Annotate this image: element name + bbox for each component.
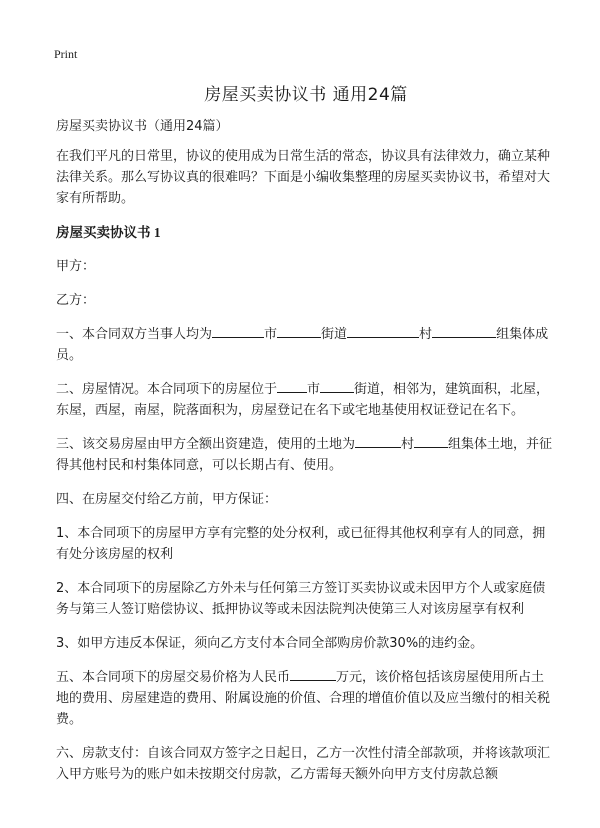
subtitle: 房屋买卖协议书（通用24篇） xyxy=(56,119,229,134)
clause-5-text: 万元，该价格包括该房屋使用所占土地的费用、房屋建造的费用、附属设施的价值、合理的增值价值以及应当缴付的相关税费。 xyxy=(56,670,551,727)
blank-field xyxy=(290,667,336,681)
clause-5-text: 五、本合同项下的房屋交易价格为人民币 xyxy=(56,670,291,685)
guarantee-item-2: 2、本合同项下的房屋除乙方外未与任何第三方签订买卖协议或未因甲方个人或家庭债务与第三人签订赔偿协议、抵押协议等或未因法院判决使第三人对该房屋享有权利 xyxy=(56,581,546,617)
blank-field xyxy=(347,324,419,338)
blank-field xyxy=(355,434,401,448)
blank-field xyxy=(277,379,307,393)
clause-2-text: 市 xyxy=(307,382,321,397)
clause-3-text: 组集体土地，并征得其他村民和村集体同意，可以长期占有、使用。 xyxy=(56,437,553,473)
clause-2 xyxy=(56,379,556,421)
page-title: 房屋买卖协议书 通用24篇 xyxy=(204,85,408,105)
clause-2-text: 二、房屋情况。本合同项下的房屋位于 xyxy=(56,382,278,397)
document-body xyxy=(56,80,556,785)
blank-field xyxy=(320,379,354,393)
clause-1-text: 市 xyxy=(264,327,278,342)
clause-3 xyxy=(56,434,556,476)
blank-field xyxy=(432,324,496,338)
section-heading: 房屋买卖协议书 1 xyxy=(56,225,161,240)
clause-1-text: 组集体成员。 xyxy=(56,327,549,363)
print-link[interactable]: Print xyxy=(54,47,78,61)
blank-field xyxy=(277,324,321,338)
clause-4: 四、在房屋交付给乙方前，甲方保证： xyxy=(56,492,278,507)
guarantee-item-1: 1、本合同项下的房屋甲方享有完整的处分权利，或已征得其他权利享有人的同意，拥有处分该房屋的权利 xyxy=(56,526,546,562)
clause-3-text: 村 xyxy=(401,437,415,452)
intro-paragraph: 在我们平凡的日常里，协议的使用成为日常生活的常态，协议具有法律效力，确立某种法律关系。那么写协议真的很难吗？下面是小编收集整理的房屋买卖协议书，希望对大家有所帮助。 xyxy=(56,149,551,206)
party-b-line: 乙方： xyxy=(56,293,96,308)
blank-field xyxy=(414,434,448,448)
clause-1-text: 街道 xyxy=(321,327,348,342)
guarantee-item-3: 3、如甲方违反本保证，须向乙方支付本合同全部购房价款30%的违约金。 xyxy=(56,636,484,651)
clause-1 xyxy=(56,324,556,366)
clause-5 xyxy=(56,667,556,730)
clause-1-text: 村 xyxy=(419,327,433,342)
clause-3-text: 三、该交易房屋由甲方全额出资建造，使用的土地为 xyxy=(56,437,356,452)
clause-1-text: 一、本合同双方当事人均为 xyxy=(56,327,213,342)
blank-field xyxy=(212,324,264,338)
party-a-line: 甲方： xyxy=(56,259,96,274)
clause-2-text: 街道，相邻为，建筑面积，北屋，东屋，西屋，南屋，院落面积为，房屋登记在名下或宅地基使用权证登记在名下。 xyxy=(56,382,550,418)
clause-6: 六、房款支付：自该合同双方签字之日起日，乙方一次性付清全部款项，并将该款项汇入甲方账号为的账户如未按期交付房款，乙方需每天额外向甲方支付房款总额 xyxy=(56,746,551,782)
